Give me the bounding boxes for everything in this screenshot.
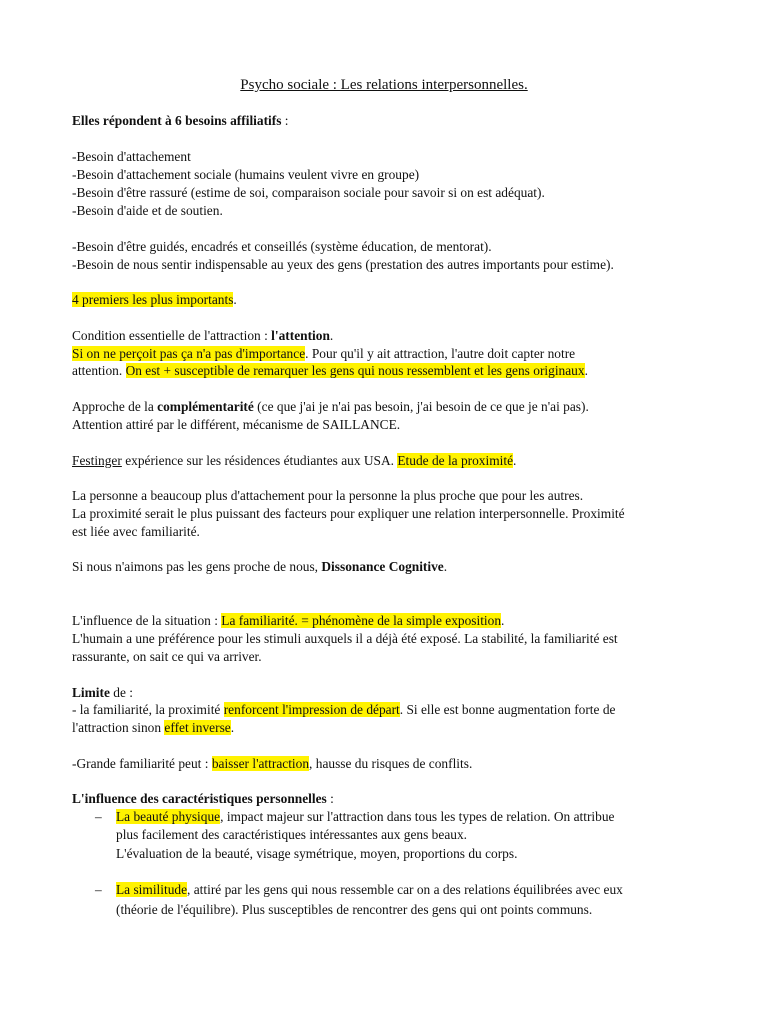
personal-heading xyxy=(72,790,334,808)
need-item: -Besoin d'être rassuré (estime de soi, comparaison sociale pour savoir si on est adéquat). xyxy=(72,185,545,200)
situation-line-2: L'humain a une préférence pour les stimuli auxquels il a déjà été exposé. La stabilité, la familiarité est xyxy=(72,631,618,646)
highlight-text: renforcent l'impression de départ xyxy=(223,702,400,717)
text: . xyxy=(513,453,517,468)
bold-text: l'attention xyxy=(271,328,330,343)
bold-text: Limite xyxy=(72,685,110,700)
condition-line-3 xyxy=(72,362,588,380)
bullet-line xyxy=(116,881,623,899)
need-item: -Besoin d'attachement xyxy=(72,149,191,164)
dissonance-line xyxy=(72,558,447,576)
text: . xyxy=(501,613,505,628)
intro-bold: Elles répondent à 6 besoins affiliatifs xyxy=(72,113,282,128)
highlight-text: La similitude xyxy=(116,882,188,897)
first-four-line xyxy=(72,291,237,309)
text: . Pour qu'il y ait attraction, l'autre doit capter notre xyxy=(305,346,576,361)
text: . xyxy=(584,363,588,378)
text: . xyxy=(443,559,448,574)
grande-line xyxy=(72,755,472,773)
limite-line-2 xyxy=(72,701,615,719)
highlight-text: Si on ne perçoit pas ça n'a pas d'importance xyxy=(72,346,306,361)
highlight-text: baisser l'attraction xyxy=(211,756,310,771)
text: l'attraction sinon xyxy=(72,720,165,735)
highlight-text: On est + susceptible de remarquer les gens qui nous ressemblent et les gens originaux xyxy=(125,363,585,378)
text: L'influence de la situation : xyxy=(72,613,222,628)
bullet-dash: – xyxy=(95,809,102,824)
text: . Si elle est bonne augmentation forte de xyxy=(399,702,616,717)
bullet-line: plus facilement des caractéristiques intéressantes aux gens beaux. xyxy=(116,827,468,842)
bullet-line xyxy=(116,808,614,826)
need-item: -Besoin de nous sentir indispensable au yeux des gens (prestation des autres importants pour estime). xyxy=(72,257,614,272)
situation-line-1 xyxy=(72,612,504,630)
text: . xyxy=(233,292,237,307)
bullet-line: (théorie de l'équilibre). Plus susceptibles de rencontrer des gens qui ont points communs. xyxy=(116,902,593,917)
highlight-text: 4 premiers les plus importants xyxy=(72,292,234,307)
intro-line xyxy=(72,112,289,130)
underlined-text: Festinger xyxy=(72,453,122,468)
text: , attiré par les gens qui nous ressemble car on a des relations équilibrées avec eux xyxy=(187,882,623,897)
highlight-text: effet inverse xyxy=(164,720,231,735)
text: . xyxy=(329,328,334,343)
proximity-line: La personne a beaucoup plus d'attachement pour la personne la plus proche que pour les autres. xyxy=(72,488,584,503)
need-item: -Besoin d'être guidés, encadrés et conseillés (système éducation, de mentorat). xyxy=(72,239,492,254)
text: Approche de la xyxy=(72,399,158,414)
page-title: Psycho sociale : Les relations interpersonnelles. xyxy=(240,77,528,93)
bullet-dash: – xyxy=(95,882,102,897)
complementarity-line-2: Attention attiré par le différent, mécanisme de SAILLANCE. xyxy=(72,417,401,432)
bullet-line: L'évaluation de la beauté, visage symétrique, moyen, proportions du corps. xyxy=(116,846,518,861)
proximity-line: La proximité serait le plus puissant des facteurs pour expliquer une relation interpersonnelle. Proximité xyxy=(72,506,625,521)
text: attention. xyxy=(72,363,126,378)
text: de : xyxy=(109,685,133,700)
limite-line-3 xyxy=(72,719,234,737)
text: - la familiarité, la proximité xyxy=(72,702,224,717)
complementarity-line-1 xyxy=(72,398,589,416)
text: -Grande familiarité peut : xyxy=(72,756,212,771)
highlight-text: Etude de la proximité xyxy=(397,453,514,468)
text: Condition essentielle de l'attraction : xyxy=(72,328,272,343)
text: , hausse du risques de conflits. xyxy=(309,756,473,771)
text: (ce que j'ai je n'ai pas besoin, j'ai besoin de ce que je n'ai pas). xyxy=(253,399,589,414)
text: , impact majeur sur l'attraction dans tous les types de relation. On attribue xyxy=(220,809,615,824)
text: Si nous n'aimons pas les gens proche de nous, xyxy=(72,559,322,574)
need-item: -Besoin d'attachement sociale (humains veulent vivre en groupe) xyxy=(72,167,420,182)
condition-line-2 xyxy=(72,345,575,363)
text: . xyxy=(230,720,235,735)
highlight-text: La familiarité. = phénomène de la simple exposition xyxy=(221,613,502,628)
limite-line-1 xyxy=(72,684,133,702)
situation-line-3: rassurante, on sait ce qui va arriver. xyxy=(72,649,262,664)
proximity-line: est liée avec familiarité. xyxy=(72,524,200,539)
highlight-text: La beauté physique xyxy=(116,809,221,824)
text: : xyxy=(326,791,334,806)
festinger-line xyxy=(72,452,516,470)
bold-text: Dissonance Cognitive xyxy=(321,559,444,574)
bold-text: complémentarité xyxy=(157,399,254,414)
need-item: -Besoin d'aide et de soutien. xyxy=(72,203,223,218)
text: expérience sur les résidences étudiantes aux USA. xyxy=(121,453,398,468)
intro-rest: : xyxy=(281,113,289,128)
condition-line-1 xyxy=(72,327,333,345)
bold-text: L'influence des caractéristiques personnelles xyxy=(72,791,327,806)
